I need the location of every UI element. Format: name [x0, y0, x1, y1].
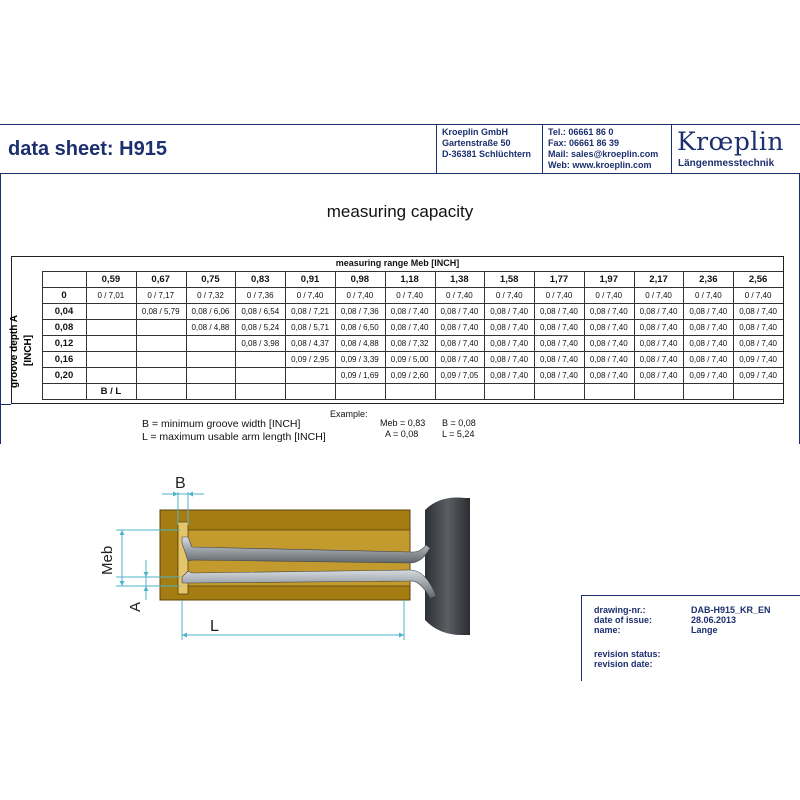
- capacity-table: [11, 256, 784, 404]
- dim-label-meb: Meb: [99, 545, 116, 575]
- table-cell: 0,08 / 7,40: [689, 339, 728, 348]
- table-cell: 0 / 7,36: [246, 291, 274, 300]
- table-cell: 0,09 / 7,05: [440, 371, 479, 380]
- table-cell: [136, 320, 186, 336]
- table-cell: 0,08 / 7,40: [540, 371, 578, 380]
- table-cell: 0,08 / 7,40: [440, 355, 479, 364]
- table-cell: [136, 336, 186, 352]
- table-cell: [634, 384, 684, 400]
- table-cell: 0,08 / 7,40: [639, 339, 678, 348]
- company-address: [442, 127, 531, 160]
- table-cell: 0,08 / 5,71: [291, 323, 329, 332]
- table-cell: 0 / 7,40: [694, 291, 722, 300]
- column-header: 0,91: [300, 274, 320, 285]
- row-header: 0,08: [54, 322, 74, 333]
- gauge-handle: [425, 498, 470, 636]
- table-cell: 0,08 / 7,40: [490, 371, 529, 380]
- table-cell: 0,09 / 7,40: [689, 371, 728, 380]
- table-cell: 0,08 / 7,40: [540, 323, 578, 332]
- table-cell: 0 / 7,40: [645, 291, 672, 300]
- column-header: 0,83: [250, 274, 270, 285]
- table-cell: [86, 336, 136, 352]
- revision-date-label: revision date:: [594, 659, 653, 669]
- column-header: 2,36: [699, 274, 718, 285]
- dim-label-b: B: [175, 475, 186, 492]
- company-logo: Krœplin: [677, 127, 784, 156]
- table-cell: 0,08 / 6,54: [241, 307, 280, 316]
- table-cell: 0,08 / 4,88: [191, 323, 230, 332]
- groove-depth-text: groove depth A: [9, 315, 20, 388]
- company-city: D-36381 Schlüchtern: [442, 149, 532, 159]
- table-cell: 0 / 7,32: [197, 291, 224, 300]
- row-header: 0,12: [54, 338, 74, 349]
- example-a: A = 0,08: [385, 429, 419, 439]
- table-cell: [136, 368, 186, 384]
- table-cell: [186, 352, 236, 368]
- table-cell: [285, 384, 335, 400]
- table-cell: 0,08 / 7,40: [689, 323, 728, 332]
- table-cell: [235, 368, 285, 384]
- table-cell: 0,08 / 7,40: [540, 339, 578, 348]
- contact-tel: Tel.: 06661 86 0: [548, 127, 614, 137]
- table-cell: 0,08 / 7,40: [440, 307, 479, 316]
- table-cell: 0,08 / 7,40: [390, 323, 429, 332]
- table-cell: 0,08 / 4,37: [291, 339, 329, 348]
- table-cell: 0 / 7,40: [495, 291, 523, 300]
- row-header: [42, 384, 86, 400]
- measuring-range-header: measuring range Meb [INCH]: [335, 258, 460, 268]
- frame-line: [0, 404, 11, 405]
- table-cell: 0 / 7,17: [147, 291, 175, 300]
- table-cell: 0,08 / 7,40: [589, 307, 628, 316]
- section-title: measuring capacity: [326, 202, 474, 221]
- table-cell: 0,09 / 2,60: [390, 371, 429, 380]
- table-cell: 0,08 / 7,21: [291, 307, 329, 316]
- company-logo-subtitle: Längenmesstechnik: [678, 158, 775, 169]
- table-cell: 0,08 / 5,79: [141, 307, 180, 316]
- table-cell: 0,09 / 3,39: [340, 355, 379, 364]
- company-street: Gartenstraße 50: [442, 138, 511, 148]
- table-cell: 0,08 / 7,40: [589, 323, 628, 332]
- example-b: B = 0,08: [442, 418, 476, 428]
- column-header: 0,75: [201, 274, 220, 285]
- row-header: 0,16: [54, 354, 74, 365]
- table-cell: [86, 320, 136, 336]
- table-cell: [285, 368, 335, 384]
- dim-label-l: L: [210, 618, 219, 635]
- groove-depth-label: [3, 300, 41, 390]
- table-cell: [136, 384, 186, 400]
- table-cell: [186, 368, 236, 384]
- table-cell: 0,08 / 7,40: [739, 307, 777, 316]
- table-cell: 0,08 / 7,40: [490, 307, 529, 316]
- table-cell: 0 / 7,40: [595, 291, 623, 300]
- table-cell: [186, 384, 236, 400]
- table-cell: 0,08 / 7,40: [540, 307, 578, 316]
- table-cell: 0,08 / 7,36: [340, 307, 379, 316]
- example-meb: Meb = 0,83: [380, 418, 426, 428]
- page-title: data sheet: H915: [8, 138, 167, 160]
- column-header: 0,67: [151, 274, 170, 285]
- header-divider: [671, 125, 672, 173]
- column-header: 1,77: [549, 274, 569, 285]
- header-bar: [0, 124, 800, 174]
- name-label: name:: [594, 625, 621, 635]
- table-cell: 0,08 / 7,40: [689, 355, 728, 364]
- table-cell: 0,08 / 7,40: [739, 323, 777, 332]
- table-cell: 0,09 / 5,00: [390, 355, 429, 364]
- table-cell: 0,08 / 7,40: [689, 307, 728, 316]
- table-cell: 0 / 7,40: [296, 291, 324, 300]
- name-value: Lange: [691, 625, 718, 635]
- table-cell: 0 / 7,40: [446, 291, 473, 300]
- table-cell: 0,08 / 7,40: [540, 355, 578, 364]
- table-cell: 0,08 / 7,32: [390, 339, 429, 348]
- column-header: 1,18: [400, 274, 419, 285]
- table-cell: 0,08 / 7,40: [490, 339, 529, 348]
- table-cell: 0,08 / 7,40: [490, 355, 529, 364]
- table-cell: 0,08 / 6,50: [340, 323, 379, 332]
- table-cell: 0,09 / 2,95: [291, 355, 329, 364]
- header-divider: [436, 125, 437, 173]
- table-cell: 0,08 / 7,40: [639, 355, 678, 364]
- header-divider: [542, 125, 543, 173]
- table-cell: 0,09 / 1,69: [340, 371, 379, 380]
- table-cell: [534, 384, 584, 400]
- table-cell: [335, 384, 385, 400]
- table-cell: 0,08 / 7,40: [639, 371, 678, 380]
- legend-b: B = minimum groove width [INCH]: [142, 418, 301, 430]
- table-cell: B / L: [100, 386, 122, 397]
- table-cell: [385, 384, 435, 400]
- table-cell: [186, 336, 236, 352]
- column-header: 1,97: [599, 274, 618, 285]
- legend: [142, 418, 326, 444]
- revision-status-label: revision status:: [594, 649, 661, 659]
- table-cell: 0,09 / 7,40: [739, 355, 777, 364]
- drawing-nr-value: DAB-H915_KR_EN: [691, 605, 771, 615]
- company-name: Kroeplin GmbH: [442, 127, 509, 137]
- table-cell: 0,08 / 6,06: [191, 307, 230, 316]
- row-header: 0,20: [54, 370, 74, 381]
- table-cell: [136, 352, 186, 368]
- table-cell: 0,08 / 7,40: [589, 371, 628, 380]
- date-value: 28.06.2013: [691, 615, 737, 625]
- table-cell: 0,08 / 7,40: [490, 323, 529, 332]
- table-cell: [235, 384, 285, 400]
- table-cell: 0,08 / 7,40: [589, 339, 628, 348]
- table-cell: 0 / 7,40: [396, 291, 423, 300]
- contact-fax: Fax: 06661 86 39: [548, 138, 620, 148]
- table-cell: 0,08 / 7,40: [639, 323, 678, 332]
- table-cell: 0,08 / 4,88: [340, 339, 379, 348]
- table-cell: [86, 304, 136, 320]
- groove-depth-unit: [INCH]: [23, 334, 34, 366]
- table-cell: [733, 384, 783, 400]
- date-label: date of issue:: [594, 615, 653, 625]
- table-cell: [584, 384, 634, 400]
- table-cell: 0,08 / 5,24: [241, 323, 280, 332]
- example-label: Example:: [330, 409, 368, 419]
- table-cell: 0,08 / 7,40: [390, 307, 429, 316]
- table-cell: 0,08 / 7,40: [639, 307, 678, 316]
- column-header: 1,38: [450, 274, 469, 285]
- row-header: 0,04: [54, 306, 74, 317]
- table-cell: [235, 352, 285, 368]
- table-cell: 0 / 7,40: [346, 291, 374, 300]
- column-header: 0,98: [350, 274, 370, 285]
- table-cell: [435, 384, 485, 400]
- column-header: 2,17: [649, 274, 668, 285]
- drawing-info-box: [581, 595, 800, 681]
- drawing-nr-label: drawing-nr.:: [594, 605, 646, 615]
- table-cell: [484, 384, 534, 400]
- column-header: 0,59: [101, 274, 121, 285]
- dim-label-a: A: [127, 601, 144, 612]
- row-header: 0: [61, 290, 67, 301]
- table-cell: 0,08 / 3,98: [241, 339, 280, 348]
- legend-l: L = maximum usable arm length [INCH]: [142, 431, 326, 443]
- contact-web[interactable]: Web: www.kroeplin.com: [548, 160, 652, 170]
- table-cell: [86, 352, 136, 368]
- table-cell: 0,08 / 7,40: [739, 339, 777, 348]
- table-cell: 0,09 / 7,40: [739, 371, 777, 380]
- table-cell: 0,08 / 7,40: [589, 355, 628, 364]
- contact-mail[interactable]: Mail: sales@kroeplin.com: [548, 149, 659, 159]
- table-cell: [86, 368, 136, 384]
- column-header: 1,58: [499, 274, 519, 285]
- column-header: 2,56: [748, 274, 768, 285]
- table-cell: [683, 384, 733, 400]
- gauge-drawing: [90, 470, 470, 645]
- table-cell: 0,08 / 7,40: [440, 339, 479, 348]
- table-cell: 0 / 7,40: [744, 291, 772, 300]
- example-l: L = 5,24: [442, 429, 475, 439]
- table-cell: 0,08 / 7,40: [440, 323, 479, 332]
- table-cell: 0 / 7,01: [97, 291, 125, 300]
- company-contact: [548, 127, 658, 171]
- table-cell: 0 / 7,40: [545, 291, 573, 300]
